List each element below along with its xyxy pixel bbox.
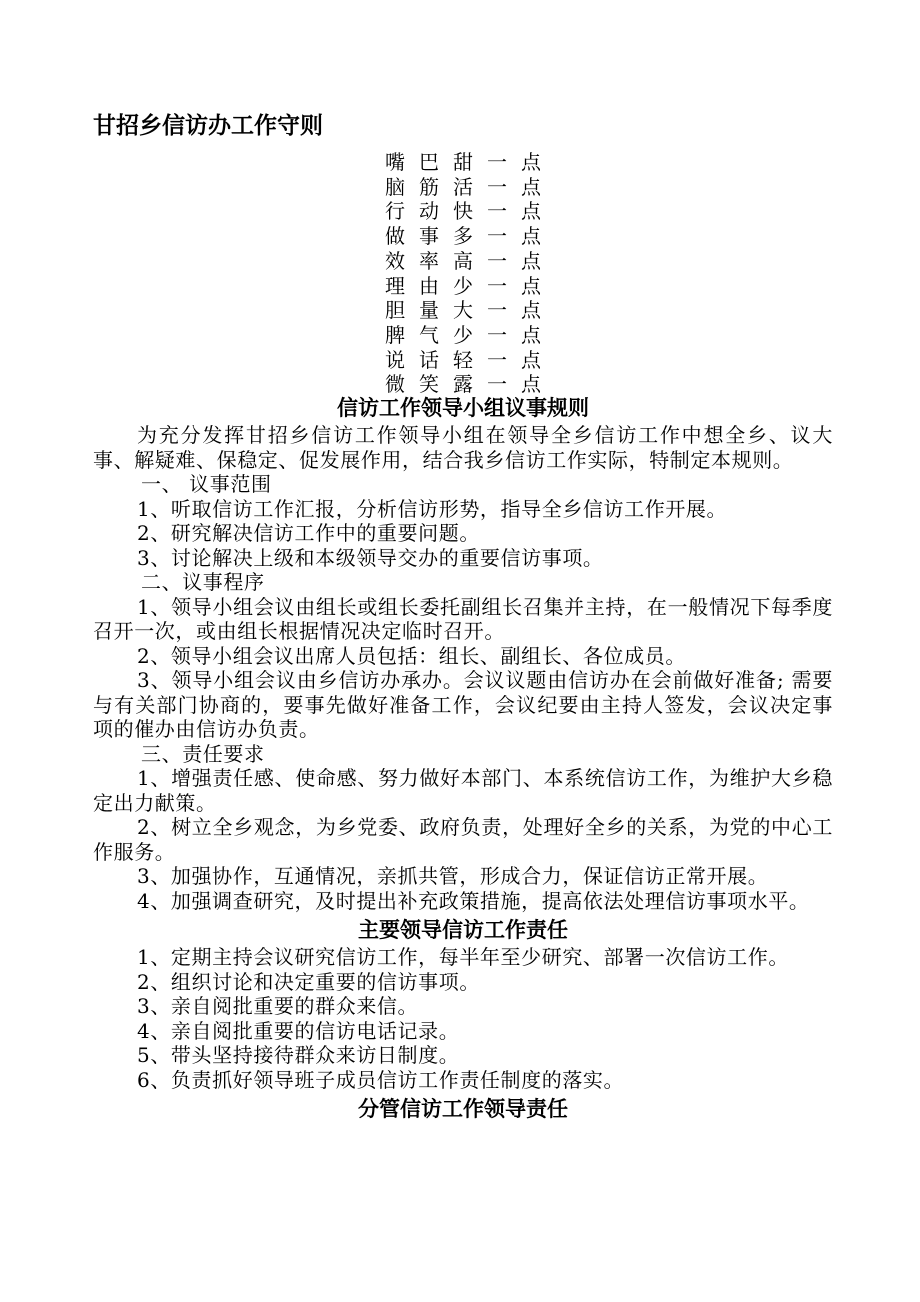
responsibility-item: 3、加强协作，互通情况，亲抓共管，形成合力，保证信访正常开展。 <box>137 864 769 889</box>
main-leader-item: 1、定期主持会议研究信访工作，每半年至少研究、部署一次信访工作。 <box>137 945 789 970</box>
section-responsibility-title: 三、责任要求 <box>141 741 265 766</box>
main-leader-item: 2、组织讨论和决定重要的信访事项。 <box>137 969 480 994</box>
motto-line: 胆量大一点 <box>385 298 555 323</box>
rules-heading: 信访工作领导小组议事规则 <box>337 396 589 421</box>
main-leader-item: 5、带头坚持接待群众来访日制度。 <box>137 1043 460 1068</box>
responsibility-item: 2、树立全乡观念，为乡党委、政府负责，处理好全乡的关系，为党的中心工作服务。 <box>93 815 833 864</box>
branch-leader-heading: 分管信访工作领导责任 <box>358 1097 568 1122</box>
motto-line: 行动快一点 <box>385 199 555 224</box>
section-scope-title: 一、 议事范围 <box>141 472 272 497</box>
motto-line: 说话轻一点 <box>385 347 555 372</box>
motto-list <box>93 150 833 397</box>
responsibility-item: 1、增强责任感、使命感、努力做好本部门、本系统信访工作，为维护大乡稳定出力献策。 <box>93 766 833 815</box>
motto-line: 嘴巴甜一点 <box>385 150 555 174</box>
main-leader-item: 4、亲自阅批重要的信访电话记录。 <box>137 1018 460 1043</box>
motto-line: 微笑露一点 <box>385 372 555 397</box>
scope-item: 1、听取信访工作汇报，分析信访形势，指导全乡信访工作开展。 <box>137 496 728 521</box>
scope-item: 2、研究解决信访工作中的重要问题。 <box>137 521 480 546</box>
procedure-item: 3、领导小组会议由乡信访办承办。会议议题由信访办在会前做好准备; 需要与有关部门协商的，要事先做好准备工作，会议纪要由主持人签发，会议决定事项的催办由信访办负责。 <box>93 668 833 742</box>
responsibility-item: 4、加强调查研究，及时提出补充政策措施，提高依法处理信访事项水平。 <box>137 888 810 913</box>
main-leader-heading: 主要领导信访工作责任 <box>358 918 568 943</box>
motto-line: 脑筋活一点 <box>385 174 555 199</box>
main-leader-item: 3、亲自阅批重要的群众来信。 <box>137 994 419 1019</box>
document-title: 甘招乡信访办工作守则 <box>93 113 323 139</box>
section-procedure-title: 二、议事程序 <box>141 570 265 595</box>
procedure-item: 1、领导小组会议由组长或组长委托副组长召集并主持，在一般情况下每季度召开一次，或由组长根据情况决定临时召开。 <box>93 594 833 644</box>
motto-line: 做事多一点 <box>385 224 555 249</box>
rules-intro: 为充分发挥甘招乡信访工作领导小组在领导全乡信访工作中想全乡、议大事、解疑难、保稳定、促发展作用，结合我乡信访工作实际，特制定本规则。 <box>93 423 833 472</box>
procedure-item: 2、领导小组会议出席人员包括：组长、副组长、各位成员。 <box>137 643 686 668</box>
scope-item: 3、讨论解决上级和本级领导交办的重要信访事项。 <box>137 545 604 570</box>
main-leader-item: 6、负责抓好领导班子成员信访工作责任制度的落实。 <box>137 1067 625 1092</box>
motto-line: 脾气少一点 <box>385 322 555 347</box>
motto-line: 理由少一点 <box>385 273 555 298</box>
document-page <box>93 110 833 1124</box>
motto-line: 效率高一点 <box>385 248 555 273</box>
